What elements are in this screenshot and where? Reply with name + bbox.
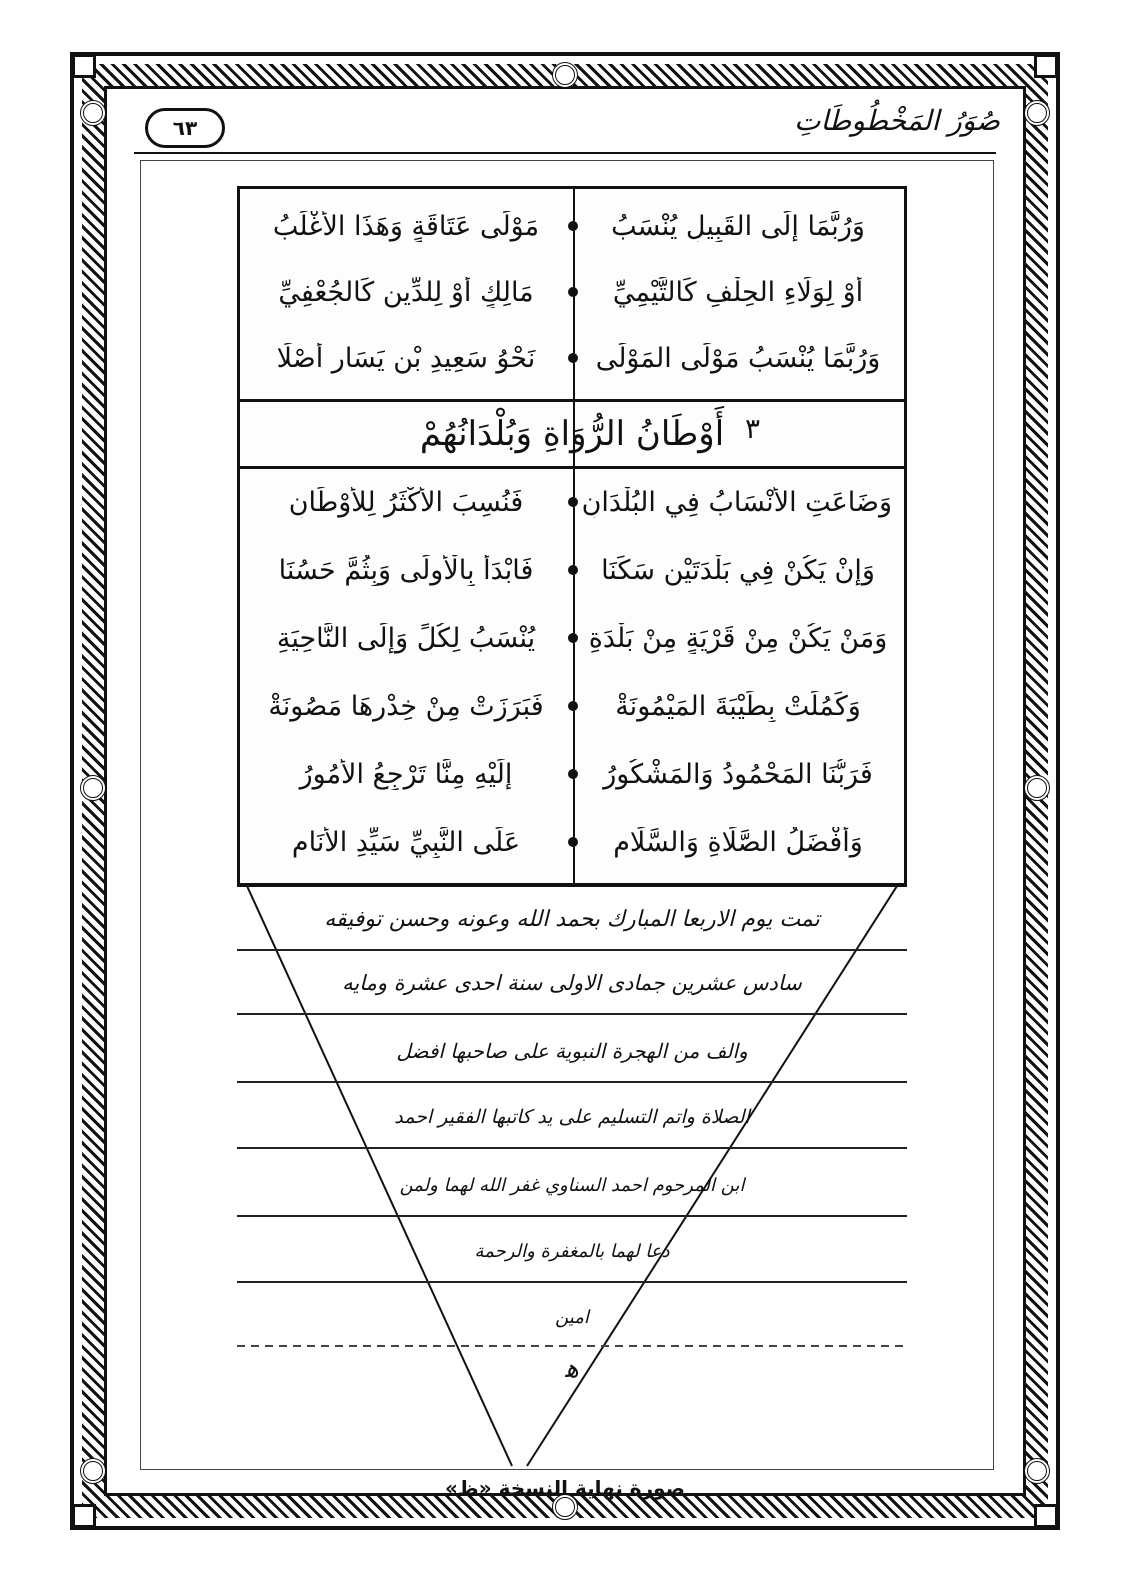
section-heading	[240, 399, 904, 469]
verse-left: يُنْسَبُ لِكُلٍّ وَإِلَى النَّاحِيَةِ	[276, 622, 536, 654]
verse-left: مَالِكٍ أَوْ لِلدِّينِ كَالجُعْفِيِّ	[278, 276, 534, 308]
verse-right: وَكَمُلَتْ بِطَيْبَةَ المَيْمُونَةْ	[615, 690, 861, 722]
verse-right: وَإِنْ يَكُنْ فِي بَلْدَتَيْنِ سَكَنَا	[601, 554, 875, 586]
verse-separator-dot	[568, 565, 578, 575]
corner-ornament-icon	[1034, 1504, 1058, 1528]
colophon-line: دعا لهما بالمغفرة والرحمة	[474, 1240, 670, 1262]
verse-separator-dot	[568, 287, 578, 297]
verse-separator-dot	[568, 769, 578, 779]
rosette-icon	[80, 100, 106, 126]
verse-right: وَأَفْضَلُ الصَّلَاةِ وَالسَّلَامِ	[613, 826, 863, 858]
verse-left: مَوْلَى عَتَاقَةٍ وَهَذَا الأَغْلَبُ	[272, 210, 540, 242]
verse-right: وَرُبَّمَا يُنْسَبُ مَوْلَى المَوْلَى	[595, 342, 881, 374]
verse-separator-dot	[568, 497, 578, 507]
verse-separator-dot	[568, 701, 578, 711]
rosette-icon	[552, 62, 578, 88]
colophon-line: سادس عشرين جمادى الاولى سنة احدى عشرة ومايه	[342, 971, 802, 995]
header-rule	[134, 152, 996, 154]
manuscript-page	[237, 186, 907, 886]
rosette-icon	[1024, 100, 1050, 126]
corner-ornament-icon	[72, 54, 96, 78]
colophon-end-mark: ه‍	[565, 1354, 579, 1384]
rosette-icon	[80, 775, 106, 801]
verse-left: فَبَرَزَتْ مِنْ خِدْرِهَا مَصُونَةْ	[268, 690, 544, 722]
verse-right: فَرَبُّنَا المَحْمُودُ وَالمَشْكُورُ	[603, 758, 873, 790]
verse-right: وَضَاعَتِ الأَنْسَابُ فِي البُلْدَانِ	[581, 486, 892, 518]
verse-separator-dot	[568, 837, 578, 847]
verse-separator-dot	[568, 633, 578, 643]
verse-left: عَلَى النَّبِيِّ سَيِّدِ الأَنَامِ	[291, 826, 521, 858]
rosette-icon	[1024, 1458, 1050, 1484]
section-heading-text: أَوْطَانُ الرُّوَاةِ وَبُلْدَانُهُمْ	[419, 414, 725, 454]
page-number: ٦٣	[145, 108, 225, 148]
verse-left: إِلَيْهِ مِنَّا تَرْجِعُ الأُمُورُ	[299, 758, 513, 790]
colophon-line: تمت يوم الاربعا المبارك بحمد الله وعونه وحسن توفيقه	[324, 906, 820, 932]
verse-right: وَمَنْ يَكُنْ مِنْ قَرْيَةٍ مِنْ بَلْدَةِ	[588, 622, 888, 654]
verse-left: نَحْوُ سَعِيدِ بْنِ يَسَارٍ أَصْلَا	[276, 342, 536, 374]
colophon-line: والف من الهجرة النبوية على صاحبها افضل	[396, 1039, 748, 1063]
verse-separator-dot	[568, 353, 578, 363]
verse-separator-dot	[568, 221, 578, 231]
colophon-line: امين	[555, 1306, 589, 1328]
running-title: صُوَرُ المَخْطُوطَاتِ	[794, 104, 1000, 137]
colophon-line: الصلاة واتم التسليم على يد كاتبها الفقير احمد	[394, 1106, 750, 1128]
colophon	[237, 886, 907, 1486]
corner-ornament-icon	[1034, 54, 1058, 78]
rosette-icon	[80, 1458, 106, 1484]
verse-right: وَرُبَّمَا إِلَى القَبِيلِ يُنْسَبُ	[611, 210, 865, 242]
colophon-line: ابن المرحوم احمد السناوي غفر الله لهما ولمن	[399, 1174, 745, 1196]
corner-ornament-icon	[72, 1504, 96, 1528]
section-number: ٣	[745, 412, 761, 445]
verse-left: فَابْدَأْ بِالْأُولَى وَبِثُمَّ حَسُنَا	[278, 554, 534, 586]
figure-caption: صورة نهاية النسخة «ظ»	[445, 1476, 685, 1500]
verse-left: فَنُسِبَ الأَكْثَرُ لِلأَوْطَانِ	[288, 486, 524, 518]
rosette-icon	[1024, 775, 1050, 801]
verse-right: أَوْ لِوَلَاءِ الحِلْفِ كَالتَّيْمِيِّ	[612, 276, 864, 308]
